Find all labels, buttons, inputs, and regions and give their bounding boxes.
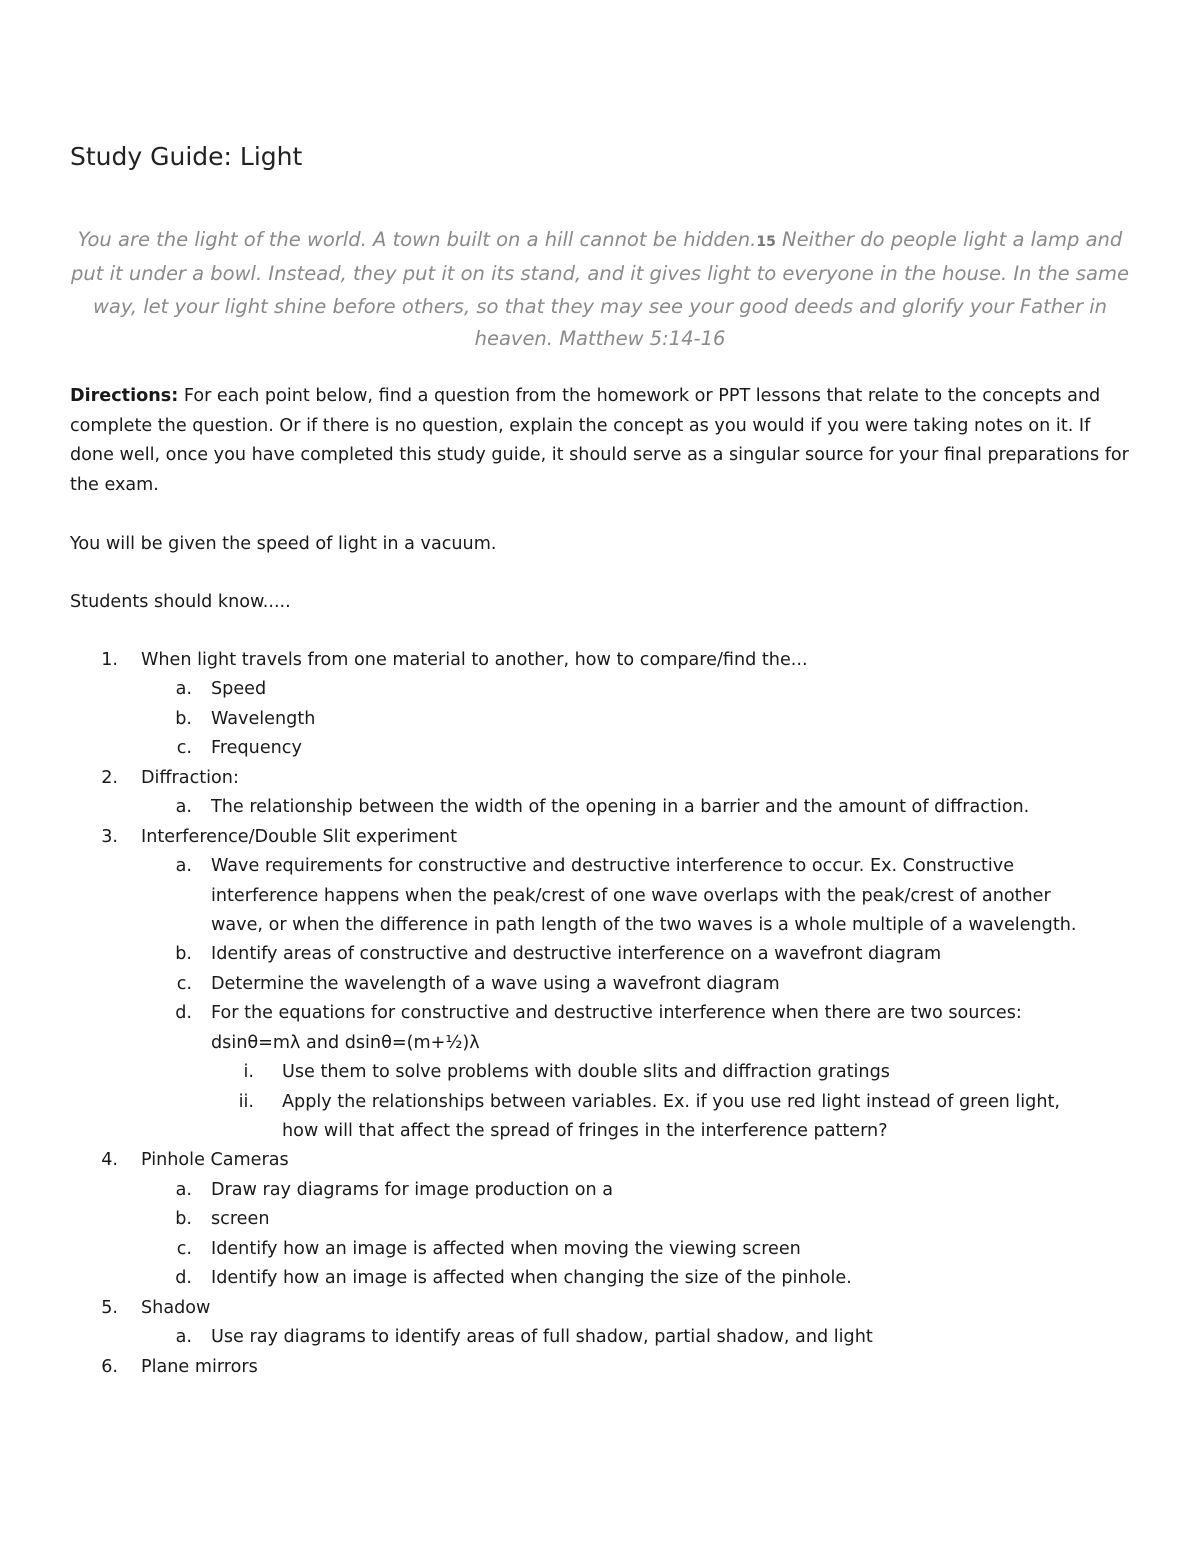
list-item-text: Shadow <box>141 1297 211 1318</box>
list-item <box>0 764 1200 793</box>
list-item-text: Determine the wavelength of a wave using a wavefront diagram <box>211 973 780 994</box>
list-marker: c. <box>176 1238 192 1259</box>
list-marker: 1. <box>101 650 118 670</box>
list-marker: b. <box>175 944 192 965</box>
list-item <box>0 734 1200 763</box>
list-item-text: Identify areas of constructive and destructive interference on a wavefront diagram <box>211 944 942 965</box>
list-marker: c. <box>176 738 192 759</box>
speed-note: You will be given the speed of light in a vacuum. <box>70 534 497 554</box>
list-item-text: Frequency <box>211 738 302 759</box>
page-title: Study Guide: Light <box>70 142 303 171</box>
list-marker: a. <box>175 856 192 877</box>
list-marker: 4. <box>101 1150 118 1171</box>
list-marker: ii. <box>238 1091 254 1112</box>
list-item-text: Plane mirrors <box>141 1356 258 1377</box>
list-item-text: Identify how an image is affected when moving the viewing screen <box>211 1238 801 1259</box>
list-item-text: Wave requirements for constructive and destructive interference to occur. Ex. Constructive <box>211 856 1015 877</box>
list-item <box>0 823 1200 852</box>
list-item-text: Apply the relationships between variables. Ex. if you use red light instead of green light, <box>282 1091 1060 1112</box>
list-item-text: When light travels from one material to another, how to compare/find the... <box>141 650 808 670</box>
list-marker: d. <box>175 1003 192 1024</box>
list-item-continuation <box>0 882 1200 911</box>
list-item-text: Draw ray diagrams for image production on a <box>211 1179 614 1200</box>
list-marker: 6. <box>101 1356 118 1377</box>
list-item-text: Interference/Double Slit experiment <box>141 826 457 847</box>
list-marker: a. <box>175 797 192 818</box>
directions-paragraph <box>70 382 1135 500</box>
list-item <box>0 1235 1200 1264</box>
list-item-text: For the equations for constructive and destructive interference when there are two sources: <box>211 1003 1022 1024</box>
list-item-text: Use them to solve problems with double slits and diffraction gratings <box>282 1062 890 1083</box>
list-item-text: wave, or when the difference in path length of the two waves is a whole multiple of a wavelength. <box>211 914 1077 935</box>
list-marker: d. <box>175 1268 192 1289</box>
list-item <box>0 1353 1200 1382</box>
list-item <box>0 1146 1200 1175</box>
list-marker: b. <box>175 708 192 729</box>
list-item-text: Wavelength <box>211 708 316 729</box>
list-marker: i. <box>243 1062 254 1083</box>
list-item-text: Identify how an image is affected when changing the size of the pinhole. <box>211 1268 852 1289</box>
equation-text: dsinθ=mλ and dsinθ=(m+½)λ <box>211 1032 480 1053</box>
list-marker: a. <box>175 679 192 700</box>
list-item-text: Use ray diagrams to identify areas of full shadow, partial shadow, and light <box>211 1327 873 1348</box>
list-marker: c. <box>176 973 192 994</box>
list-marker: 2. <box>101 767 118 788</box>
list-item <box>0 675 1200 704</box>
list-item-text: Pinhole Cameras <box>141 1150 289 1171</box>
list-marker: b. <box>175 1209 192 1230</box>
list-item-text: interference happens when the peak/crest of one wave overlaps with the peak/crest of another <box>211 885 1051 906</box>
list-marker: 5. <box>101 1297 118 1318</box>
list-item <box>0 1323 1200 1352</box>
list-item <box>0 1294 1200 1323</box>
list-item-text: The relationship between the width of the opening in a barrier and the amount of diffraction. <box>211 797 1030 818</box>
list-item <box>0 793 1200 822</box>
list-item <box>0 1058 1200 1087</box>
topic-list <box>0 646 1200 1382</box>
quote-text-1: You are the light of the world. A town built on a hill cannot be hidden. <box>77 228 757 251</box>
scripture-quote <box>70 224 1130 355</box>
list-item <box>0 852 1200 881</box>
list-marker: a. <box>175 1179 192 1200</box>
list-marker: a. <box>175 1327 192 1348</box>
students-should-know: Students should know..... <box>70 592 291 612</box>
directions-label: Directions: <box>70 386 179 406</box>
list-item <box>0 999 1200 1028</box>
list-item-text: screen <box>211 1209 270 1230</box>
verse-number: 15 <box>756 234 776 250</box>
list-marker: 3. <box>101 826 118 847</box>
list-item <box>0 1264 1200 1293</box>
list-item-continuation <box>0 911 1200 940</box>
list-item-continuation <box>0 1117 1200 1146</box>
list-item-text: Diffraction: <box>141 767 239 788</box>
list-item-text: Speed <box>211 679 267 700</box>
list-item <box>0 646 1200 675</box>
list-item <box>0 1176 1200 1205</box>
list-item <box>0 705 1200 734</box>
equation-line <box>0 1029 1200 1058</box>
list-item <box>0 970 1200 999</box>
list-item <box>0 1205 1200 1234</box>
quote-text-2: Neither do people light a lamp and put it under a bowl. Instead, they put it on its stand, and it gives light to everyone in the house. In the same way, let your light shine before others, so that they may see your good deeds and glorify your Father in heaven. Matthew 5:14-16 <box>71 228 1129 350</box>
list-item <box>0 1088 1200 1117</box>
list-item <box>0 940 1200 969</box>
directions-text: For each point below, find a question from the homework or PPT lessons that relate to the concepts and complete the question. Or if there is no question, explain the concept as you would if you were taking notes on it. If done well, once you have completed this study guide, it should serve as a singular source for your final preparations for the exam. <box>70 386 1129 495</box>
list-item-text: how will that affect the spread of fringes in the interference pattern? <box>282 1121 888 1141</box>
